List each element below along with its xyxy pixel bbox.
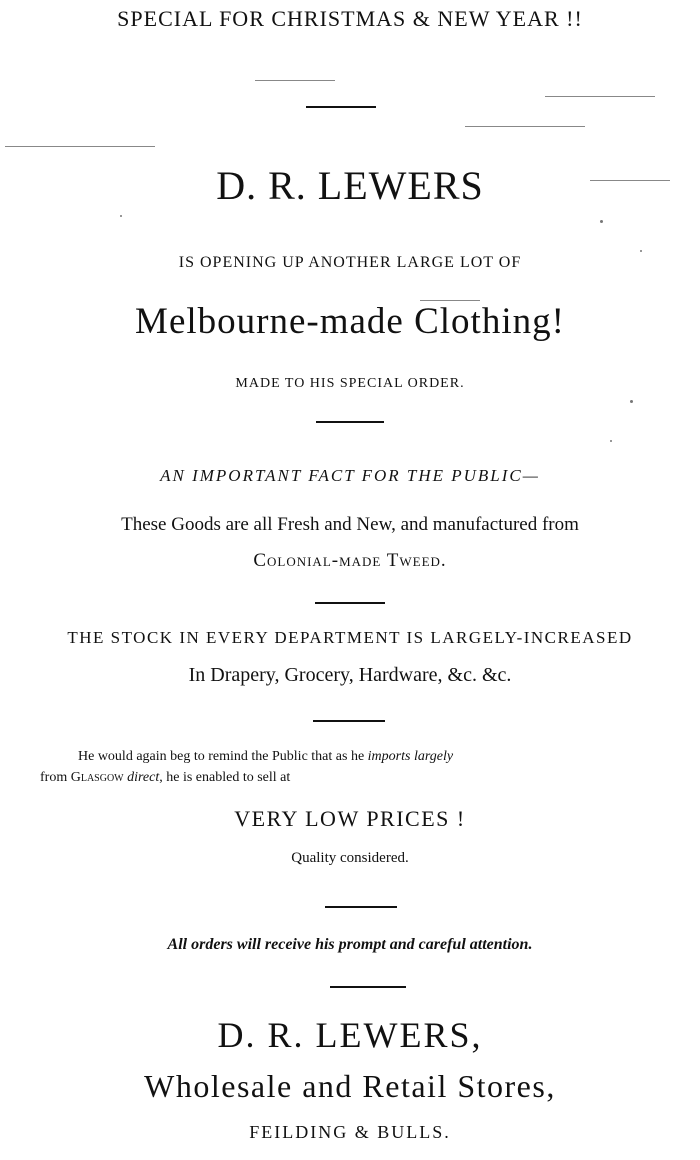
opening-line: IS OPENING UP ANOTHER LARGE LOT OF bbox=[178, 254, 522, 271]
locations-line: FEILDING & BULLS. bbox=[249, 1122, 451, 1142]
scan-noise bbox=[630, 400, 633, 403]
remind-text: , he is enabled to sell at bbox=[159, 770, 291, 785]
divider bbox=[316, 421, 384, 423]
scan-noise bbox=[600, 220, 603, 223]
footer-name: D. R. LEWERS, bbox=[217, 1015, 483, 1055]
stores-line: Wholesale and Retail Stores, bbox=[144, 1068, 556, 1104]
scan-noise bbox=[5, 146, 155, 147]
remind-paragraph bbox=[40, 746, 670, 788]
merchant-name: D. R. LEWERS bbox=[216, 163, 484, 208]
remind-text: He would again beg to remind the Public that as he bbox=[78, 749, 368, 764]
divider bbox=[315, 602, 385, 604]
headline: Melbourne-made Clothing! bbox=[135, 301, 565, 342]
divider bbox=[306, 106, 376, 108]
header-text: SPECIAL FOR CHRISTMAS & NEW YEAR !! bbox=[117, 6, 583, 31]
divider bbox=[325, 906, 397, 908]
fact-line-2: Colonial-made Tweed. bbox=[253, 550, 447, 571]
remind-place: Glasgow bbox=[70, 770, 124, 785]
stock-line: THE STOCK IN EVERY DEPARTMENT IS LARGELY-INCREASED bbox=[67, 628, 633, 647]
remind-text: from bbox=[40, 770, 71, 785]
scan-noise bbox=[465, 126, 585, 127]
special-order-text: MADE TO HIS SPECIAL ORDER. bbox=[235, 376, 465, 391]
fact-heading: AN IMPORTANT FACT FOR THE PUBLIC— bbox=[160, 466, 540, 485]
quality-line: Quality considered. bbox=[291, 850, 409, 866]
scan-noise bbox=[640, 250, 642, 252]
scan-noise bbox=[120, 215, 122, 217]
scan-noise bbox=[610, 440, 612, 442]
scan-noise bbox=[255, 80, 335, 81]
remind-emphasis: imports largely bbox=[367, 749, 454, 764]
divider bbox=[313, 720, 385, 722]
prices-line: VERY LOW PRICES ! bbox=[234, 806, 466, 831]
fact-line-1: These Goods are all Fresh and New, and manufactured from bbox=[121, 514, 579, 535]
remind-emphasis: direct bbox=[127, 770, 160, 785]
divider bbox=[330, 986, 406, 988]
scan-noise bbox=[545, 96, 655, 97]
orders-line: All orders will receive his prompt and careful attention. bbox=[167, 936, 533, 953]
departments-line: In Drapery, Grocery, Hardware, &c. &c. bbox=[188, 664, 512, 686]
